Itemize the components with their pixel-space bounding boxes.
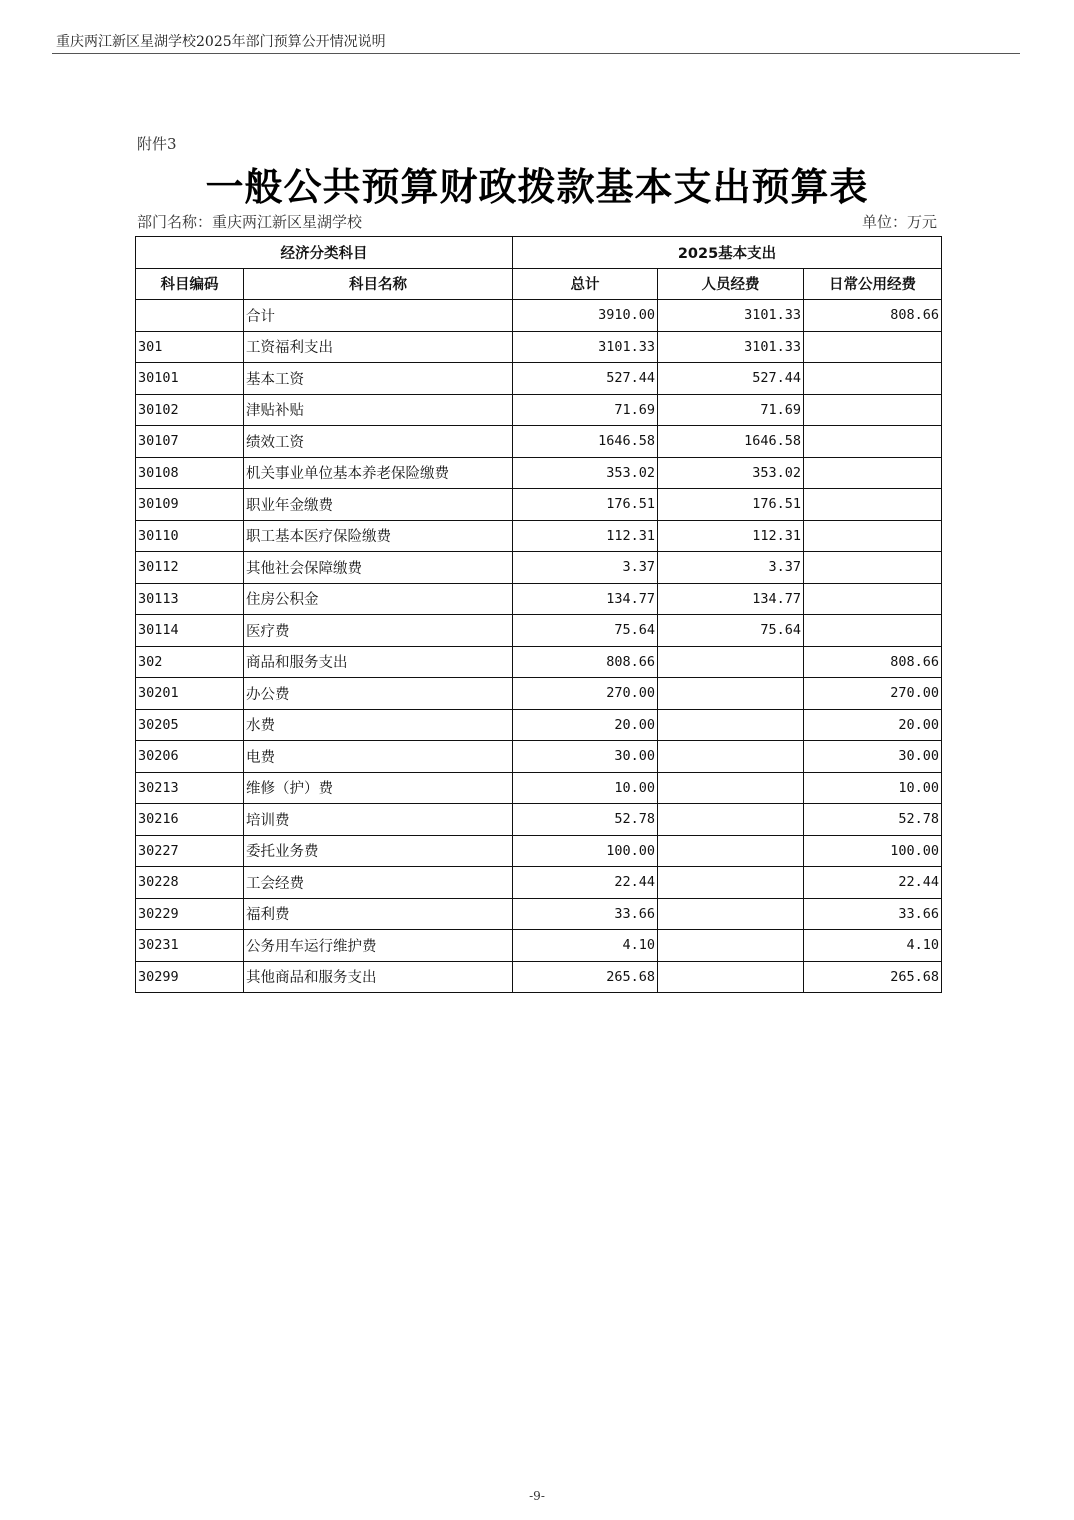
cell-name: 职业年金缴费 <box>244 489 513 521</box>
group-header-budget: 2025基本支出 <box>513 237 942 269</box>
cell-personnel: 71.69 <box>658 394 804 426</box>
budget-table-body <box>136 300 942 993</box>
table-row <box>136 300 942 332</box>
cell-public: 270.00 <box>804 678 942 710</box>
table-row <box>136 898 942 930</box>
group-header-classification: 经济分类科目 <box>136 237 513 269</box>
cell-total: 176.51 <box>513 489 658 521</box>
cell-public: 808.66 <box>804 646 942 678</box>
cell-public <box>804 615 942 647</box>
cell-personnel <box>658 804 804 836</box>
cell-name: 其他社会保障缴费 <box>244 552 513 584</box>
cell-name: 其他商品和服务支出 <box>244 961 513 993</box>
cell-public <box>804 331 942 363</box>
cell-public <box>804 520 942 552</box>
cell-total: 30.00 <box>513 741 658 773</box>
cell-personnel <box>658 867 804 899</box>
cell-name: 工会经费 <box>244 867 513 899</box>
cell-name: 公务用车运行维护费 <box>244 930 513 962</box>
cell-name: 工资福利支出 <box>244 331 513 363</box>
cell-public: 4.10 <box>804 930 942 962</box>
table-row <box>136 583 942 615</box>
table-row <box>136 426 942 458</box>
table-row <box>136 331 942 363</box>
cell-public: 22.44 <box>804 867 942 899</box>
cell-public: 33.66 <box>804 898 942 930</box>
cell-total: 808.66 <box>513 646 658 678</box>
cell-code: 302 <box>136 646 244 678</box>
table-row <box>136 394 942 426</box>
cell-name: 合计 <box>244 300 513 332</box>
cell-personnel <box>658 961 804 993</box>
cell-total: 75.64 <box>513 615 658 647</box>
cell-total: 1646.58 <box>513 426 658 458</box>
cell-public: 808.66 <box>804 300 942 332</box>
column-header-code: 科目编码 <box>136 268 244 300</box>
table-row <box>136 552 942 584</box>
cell-total: 112.31 <box>513 520 658 552</box>
cell-code: 30231 <box>136 930 244 962</box>
cell-code: 30216 <box>136 804 244 836</box>
cell-public <box>804 489 942 521</box>
cell-public: 100.00 <box>804 835 942 867</box>
cell-code <box>136 300 244 332</box>
cell-personnel: 112.31 <box>658 520 804 552</box>
cell-total: 4.10 <box>513 930 658 962</box>
cell-name: 津贴补贴 <box>244 394 513 426</box>
cell-personnel <box>658 772 804 804</box>
cell-code: 30227 <box>136 835 244 867</box>
cell-code: 30213 <box>136 772 244 804</box>
cell-personnel <box>658 835 804 867</box>
cell-code: 30205 <box>136 709 244 741</box>
cell-public <box>804 583 942 615</box>
cell-public: 265.68 <box>804 961 942 993</box>
cell-code: 30112 <box>136 552 244 584</box>
cell-code: 30109 <box>136 489 244 521</box>
table-row <box>136 741 942 773</box>
cell-name: 福利费 <box>244 898 513 930</box>
table-row <box>136 804 942 836</box>
unit-label: 单位：万元 <box>861 213 937 231</box>
cell-public <box>804 457 942 489</box>
cell-code: 30206 <box>136 741 244 773</box>
cell-total: 22.44 <box>513 867 658 899</box>
cell-name: 医疗费 <box>244 615 513 647</box>
cell-total: 3910.00 <box>513 300 658 332</box>
column-header-row <box>136 268 942 300</box>
cell-name: 机关事业单位基本养老保险缴费 <box>244 457 513 489</box>
cell-code: 30107 <box>136 426 244 458</box>
page-number: -9- <box>529 1489 545 1503</box>
cell-total: 353.02 <box>513 457 658 489</box>
cell-personnel: 3.37 <box>658 552 804 584</box>
table-row <box>136 646 942 678</box>
cell-code: 30113 <box>136 583 244 615</box>
budget-table <box>135 236 942 993</box>
cell-total: 10.00 <box>513 772 658 804</box>
cell-name: 绩效工资 <box>244 426 513 458</box>
cell-personnel: 527.44 <box>658 363 804 395</box>
cell-name: 电费 <box>244 741 513 773</box>
department-name: 部门名称：重庆两江新区星湖学校 <box>137 213 363 231</box>
cell-total: 270.00 <box>513 678 658 710</box>
cell-name: 办公费 <box>244 678 513 710</box>
cell-code: 30102 <box>136 394 244 426</box>
cell-total: 265.68 <box>513 961 658 993</box>
cell-personnel <box>658 646 804 678</box>
cell-code: 30114 <box>136 615 244 647</box>
cell-total: 52.78 <box>513 804 658 836</box>
table-row <box>136 961 942 993</box>
table-row <box>136 930 942 962</box>
table-row <box>136 457 942 489</box>
cell-code: 30229 <box>136 898 244 930</box>
table-row <box>136 709 942 741</box>
cell-personnel: 134.77 <box>658 583 804 615</box>
cell-public: 52.78 <box>804 804 942 836</box>
cell-name: 基本工资 <box>244 363 513 395</box>
cell-personnel: 75.64 <box>658 615 804 647</box>
group-header-row <box>136 237 942 269</box>
cell-name: 水费 <box>244 709 513 741</box>
cell-code: 301 <box>136 331 244 363</box>
column-header-public: 日常公用经费 <box>804 268 942 300</box>
cell-public <box>804 363 942 395</box>
cell-code: 30299 <box>136 961 244 993</box>
cell-name: 培训费 <box>244 804 513 836</box>
cell-name: 维修（护）费 <box>244 772 513 804</box>
cell-personnel <box>658 741 804 773</box>
cell-personnel: 353.02 <box>658 457 804 489</box>
cell-name: 委托业务费 <box>244 835 513 867</box>
header-rule <box>52 53 1020 54</box>
cell-total: 20.00 <box>513 709 658 741</box>
column-header-name: 科目名称 <box>244 268 513 300</box>
cell-code: 30228 <box>136 867 244 899</box>
column-header-total: 总计 <box>513 268 658 300</box>
attachment-label: 附件3 <box>137 135 177 153</box>
cell-total: 100.00 <box>513 835 658 867</box>
cell-public: 10.00 <box>804 772 942 804</box>
column-header-personnel: 人员经费 <box>658 268 804 300</box>
cell-name: 职工基本医疗保险缴费 <box>244 520 513 552</box>
running-header: 重庆两江新区星湖学校2025年部门预算公开情况说明 <box>56 34 386 50</box>
cell-public: 20.00 <box>804 709 942 741</box>
cell-code: 30101 <box>136 363 244 395</box>
cell-personnel: 3101.33 <box>658 300 804 332</box>
cell-public: 30.00 <box>804 741 942 773</box>
cell-code: 30201 <box>136 678 244 710</box>
table-row <box>136 772 942 804</box>
cell-personnel <box>658 930 804 962</box>
cell-total: 3.37 <box>513 552 658 584</box>
table-row <box>136 835 942 867</box>
cell-code: 30110 <box>136 520 244 552</box>
cell-name: 商品和服务支出 <box>244 646 513 678</box>
cell-personnel <box>658 898 804 930</box>
cell-personnel: 3101.33 <box>658 331 804 363</box>
cell-personnel: 1646.58 <box>658 426 804 458</box>
cell-code: 30108 <box>136 457 244 489</box>
cell-public <box>804 394 942 426</box>
table-row <box>136 489 942 521</box>
cell-personnel: 176.51 <box>658 489 804 521</box>
cell-total: 71.69 <box>513 394 658 426</box>
cell-personnel <box>658 678 804 710</box>
cell-total: 134.77 <box>513 583 658 615</box>
table-row <box>136 520 942 552</box>
cell-total: 3101.33 <box>513 331 658 363</box>
table-row <box>136 867 942 899</box>
table-row <box>136 363 942 395</box>
page-title: 一般公共预算财政拨款基本支出预算表 <box>205 165 869 209</box>
table-row <box>136 615 942 647</box>
cell-total: 527.44 <box>513 363 658 395</box>
table-row <box>136 678 942 710</box>
cell-personnel <box>658 709 804 741</box>
cell-public <box>804 426 942 458</box>
cell-public <box>804 552 942 584</box>
cell-name: 住房公积金 <box>244 583 513 615</box>
cell-total: 33.66 <box>513 898 658 930</box>
